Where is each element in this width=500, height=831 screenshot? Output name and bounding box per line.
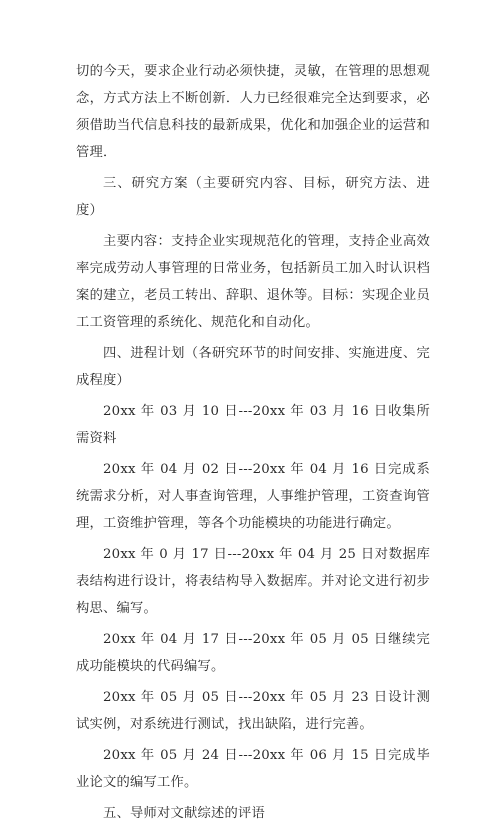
section-heading-advisor-comments: 五、导师对文献综述的评语 bbox=[103, 806, 265, 821]
section-heading-research-plan: 三、研究方案（主要研究内容、目标，研究方法、进度） bbox=[76, 176, 430, 218]
paragraph-main-content: 主要内容：支持企业实现规范化的管理，支持企业高效率完成劳动人事管理的日常业务，包括新员工加入时认识档案的建立，老员工转出、辞职、退休等。目标：实现企业员工工资管理的系统化、规范化和自动化。 bbox=[76, 234, 430, 330]
schedule-item-5: 20xx 年 05 月 05 日---20xx 年 05 月 23 日设计测试实例，对系统进行测试，找出缺陷，进行完善。 bbox=[76, 690, 430, 732]
schedule-item-3: 20xx 年 0 月 17 日---20xx 年 04 月 25 日对数据库表结构进行设计，将表结构导入数据库。并对论文进行初步构思、编写。 bbox=[76, 547, 430, 616]
schedule-item-4: 20xx 年 04 月 17 日---20xx 年 05 月 05 日继续完成功能模块的代码编写。 bbox=[76, 632, 430, 674]
schedule-item-2: 20xx 年 04 月 02 日---20xx 年 04 月 16 日完成系统需求分析，对人事查询管理，人事维护管理，工资查询管理，工资维护管理，等各个功能模块的功能进行确定。 bbox=[76, 462, 430, 531]
paragraph-intro-continued: 切的今天，要求企业行动必须快捷，灵敏，在管理的思想观念，方式方法上不断创新．人力已经很难完全达到要求，必须借助当代信息科技的最新成果，优化和加强企业的运营和管理． bbox=[76, 64, 430, 160]
document-page bbox=[76, 58, 430, 831]
schedule-item-1: 20xx 年 03 月 10 日---20xx 年 03 月 16 日收集所需资料 bbox=[76, 404, 430, 446]
section-heading-schedule: 四、进程计划（各研究环节的时间安排、实施进度、完成程度） bbox=[76, 346, 430, 388]
schedule-item-6: 20xx 年 05 月 24 日---20xx 年 06 月 15 日完成毕业论文的编写工作。 bbox=[76, 748, 430, 790]
